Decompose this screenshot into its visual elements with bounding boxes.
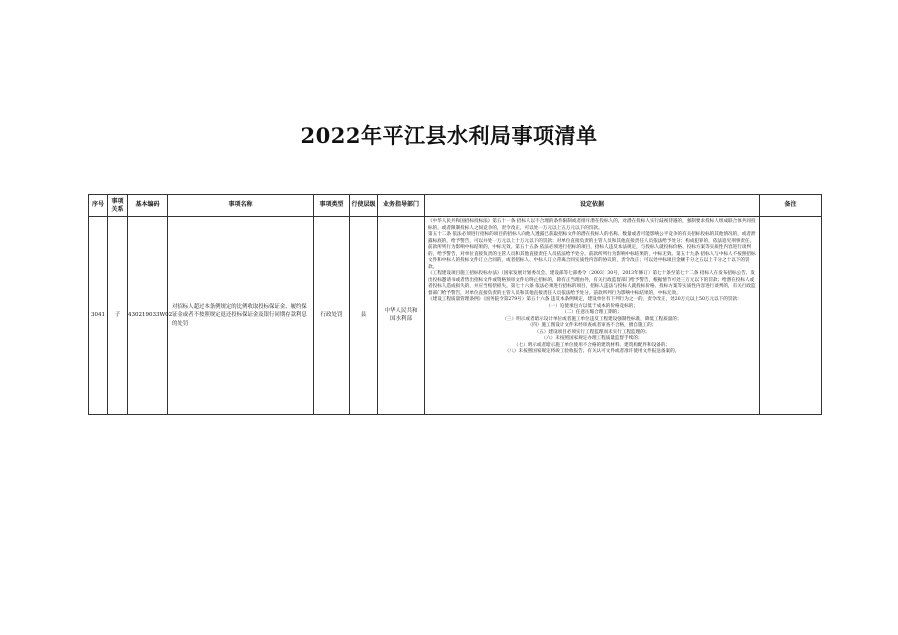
header-basis: 设定依据 (425, 195, 760, 217)
cell-type: 行政处罚 (314, 217, 350, 415)
header-remark: 备注 (760, 195, 822, 217)
basis-paragraph: 《工程建设项目施工招标投标办法》（国家发展计划委员会、建设部等七部委令〔2003〕30号，2013年修订）第七十条至第七十二条 招标人在发布招标公告、发出投标邀请书或者售出招标文件或资格预审文件后终止招标的，除有正当理由外，有关行政监督部门给予警告，根据情节可处三万元以下的罚款；给潜在投标人或者投标人造成损失的，并应当赔偿损失。第七十六条 依法必须进行招标的项目，招标人违法与投标人就投标价格、投标方案等实质性内容进行谈判的，有关行政监督部门给予警告，对单位直接负责的主管人员和其他直接责任人员依法给予处分。前款所列行为影响中标结果的，中标无效。 (428, 271, 756, 296)
cell-index: 3041 (89, 217, 108, 415)
cell-relation: 子 (108, 217, 128, 415)
item-list-table (88, 194, 822, 415)
basis-paragraph: 第五十二条 依法必须进行招标的项目的招标人向他人透露已获取招标文件的潜在投标人的名称、数量或者可能影响公平竞争的有关招标投标的其他情况的，或者泄露标底的，给予警告，可以并处一万元以上十万元以下的罚款；对单位直接负责的主管人员和其他直接责任人员依法给予处分；构成犯罪的，依法追究刑事责任。前款所列行为影响中标结果的，中标无效。第五十五条 依法必须进行招标的项目，招标人违反本法规定，与投标人就投标价格、投标方案等实质性内容进行谈判的，给予警告，对单位直接负责的主管人员和其他直接责任人员依法给予处分。前款所列行为影响中标结果的，中标无效。第五十九条 招标人与中标人不按照招标文件和中标人的投标文件订立合同的，或者招标人、中标人订立背离合同实质性内容的协议的，责令改正；可以处中标项目金额千分之五以上千分之十以下的罚款。 (428, 232, 756, 270)
cell-basis (425, 217, 760, 415)
basis-list-item: （五）建设项目必须实行工程监理而未实行工程监理的； (534, 329, 650, 335)
basis-paragraph: 《中华人民共和国招标投标法》第五十一条 招标人以不合理的条件限制或者排斥潜在投标人的，对潜在投标人实行歧视待遇的，强制要求投标人组成联合体共同投标的，或者限制投标人之间竞争的，责令改正，可以处一万元以上五万元以下的罚款。 (428, 219, 756, 231)
basis-list-item: （三）明示或者暗示设计单位或者施工单位违反工程建设强制性标准，降低工程质量的； (502, 316, 682, 322)
cell-code: 430219033W02 (128, 217, 168, 415)
cell-remark (760, 217, 822, 415)
header-relation: 事项 关系 (108, 195, 128, 217)
header-index: 序号 (89, 195, 108, 217)
cell-level: 县 (350, 217, 378, 415)
header-type: 事项类型 (314, 195, 350, 217)
header-department: 业务指导部门 (378, 195, 425, 217)
table-row (89, 217, 822, 415)
basis-list-item: （六）未按照国家规定办理工程质量监督手续的； (541, 336, 643, 342)
header-code: 基本编码 (128, 195, 168, 217)
header-level: 行使层级 (350, 195, 378, 217)
cell-department: 中华人民共和国水利部 (378, 217, 425, 415)
header-name: 事项名称 (168, 195, 314, 217)
basis-list-item: （八）未按照国家规定将竣工验收报告、有关认可文件或者准许使用文件报送备案的。 (504, 349, 680, 355)
cell-name: 对招标人超过本条例规定的比例收取投标保证金、履约保证金或者不按照规定退还投标保证金及银行同期存款利息的处罚 (168, 217, 314, 415)
basis-list-item: （七）明示或者暗示施工单位使用不合格的建筑材料、建筑构配件和设备的； (513, 342, 671, 348)
page-title: 2022年平江县水利局事项清单 (300, 123, 598, 148)
basis-list-item: （一）迫使承包方以低于成本的价格竞标的； (546, 303, 638, 309)
table-header-row (89, 195, 822, 217)
basis-list-item: （四）施工图设计文件未经审查或者审查不合格，擅自施工的； (527, 323, 657, 329)
basis-list-item: （二）任意压缩合理工期的； (562, 310, 622, 316)
basis-paragraph: 《建设工程质量管理条例》（国务院令第279号）第五十六条 违反本条例规定，建设单位有下列行为之一的，责令改正，处20万元以上50万元以下的罚款： (428, 297, 742, 303)
